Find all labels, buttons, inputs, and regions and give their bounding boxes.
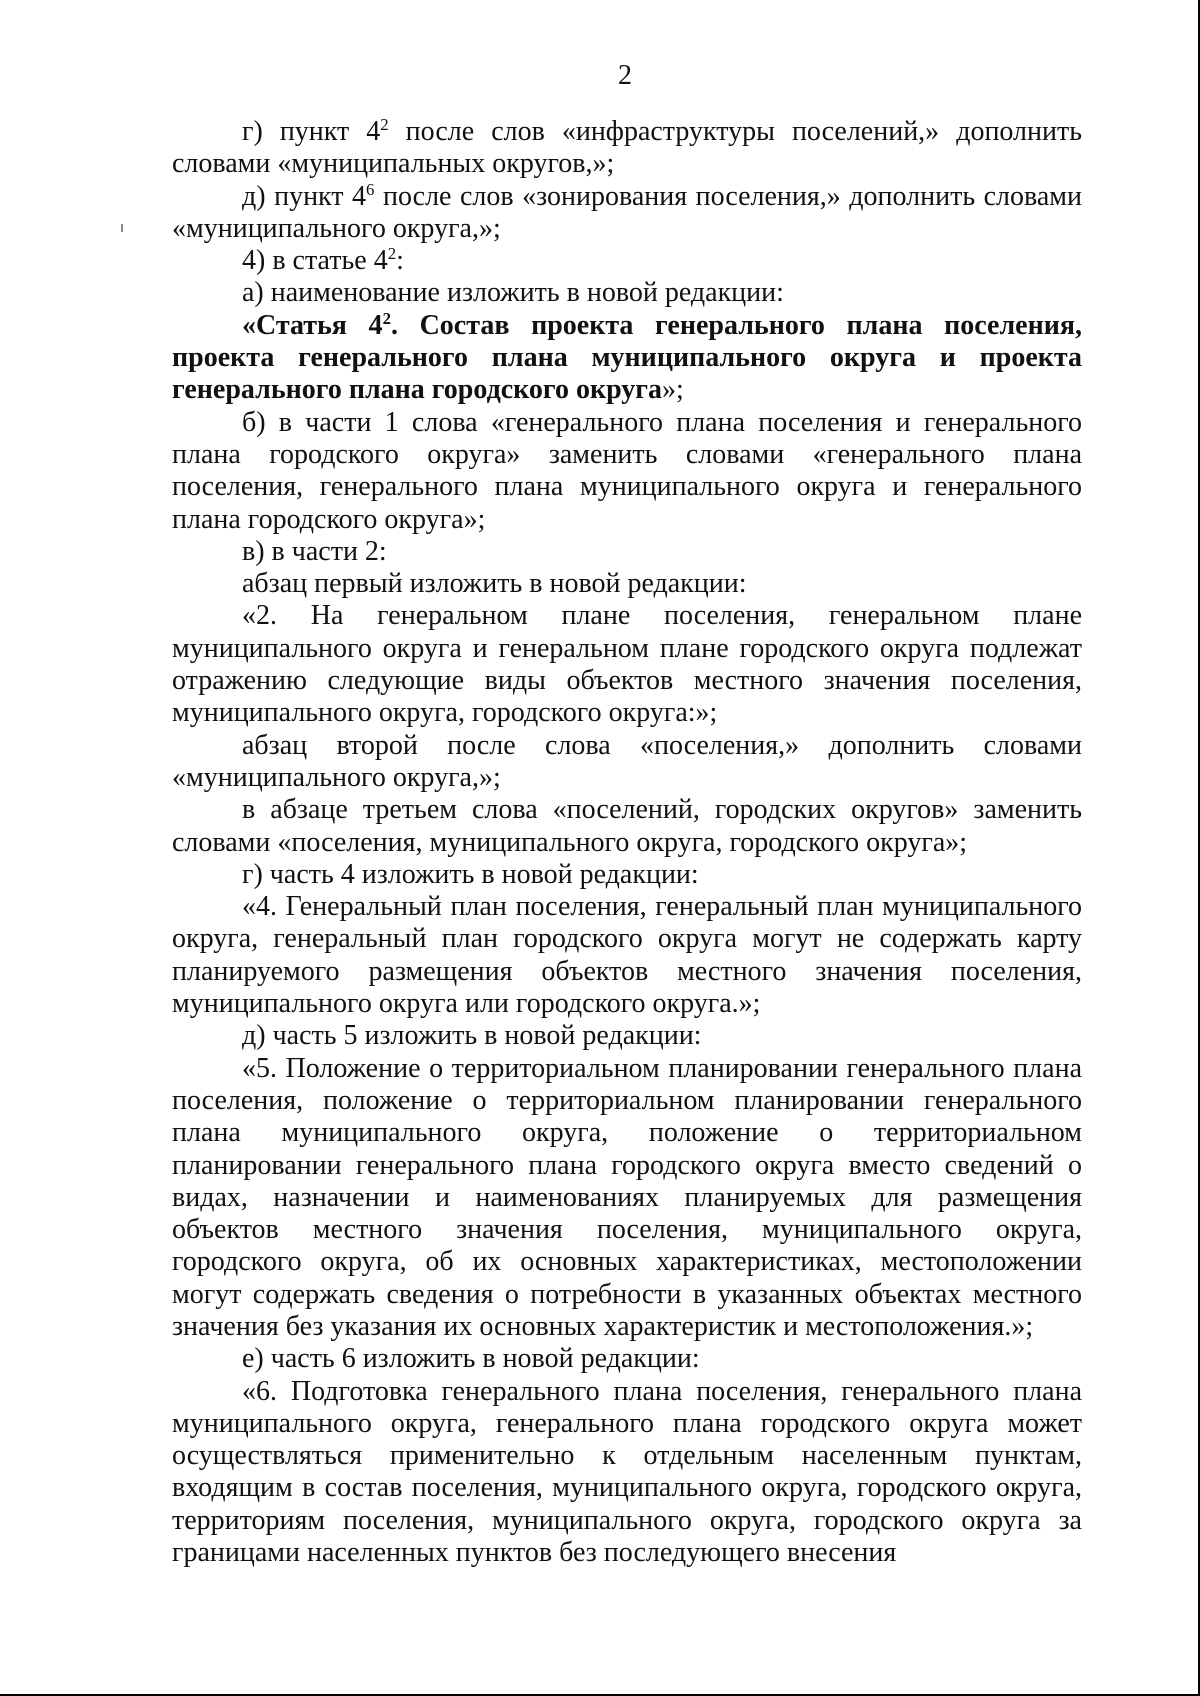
page-number: 2 <box>618 60 632 91</box>
paragraph: б) в части 1 слова «генерального плана поселения и генерального плана городского округа» заменить словами «генерального плана поселения, генерального плана муниципального округа и генерального плана городского округа»; <box>172 406 1082 535</box>
paragraph: «5. Положение о территориальном планировании генерального плана поселения, положение о территориальном планировании генерального плана муниципального округа, положение о территориальном планировании генерального плана городского округа вместо сведений о видах, назначении и наименованиях планируемых для размещения объектов местного значения поселения, муниципального округа, городского округа, об их основных характеристиках, местоположении могут содержать сведения о потребности в указанных объектах местного значения без указания их основных характеристик и местоположения.»; <box>172 1052 1082 1342</box>
paragraph: е) часть 6 изложить в новой редакции: <box>242 1343 700 1375</box>
paragraph: «6. Подготовка генерального плана поселения, генерального плана муниципального округа, генерального плана городского округа может осуществляться применительно к отдельным населенным пунктам, входящим в состав поселения, муниципального округа, городского округа, территориям поселения, муниципального округа, городского округа за границами населенных пунктов без последующего внесения <box>172 1375 1082 1569</box>
paragraph: в абзаце третьем слова «поселений, городских округов» заменить словами «поселения, муниципального округа, городского округа»; <box>172 794 1082 858</box>
paragraph: д) часть 5 изложить в новой редакции: <box>242 1020 702 1052</box>
paragraph: абзац первый изложить в новой редакции: <box>242 568 747 600</box>
article-heading: «Статья $4^2$. Состав проекта генерального плана поселения, проекта генерального плана муниципального округа и проекта генерального плана городского округа»; <box>172 308 1082 406</box>
paragraph: «2. На генеральном плане поселения, генеральном плане муниципального округа и генеральном плане городского округа подлежат отражению следующие виды объектов местного значения поселения, муниципального округа, городского округа:»; <box>172 600 1082 729</box>
paragraph: 4) в статье $4^2$: <box>242 244 404 277</box>
paragraph: д) пункт $4^6$ после слов «зонирования поселения,» дополнить словами «муниципального округа,»; <box>172 179 1082 244</box>
document-body <box>172 116 1082 1569</box>
paragraph: абзац второй после слова «поселения,» дополнить словами «муниципального округа,»; <box>172 729 1082 793</box>
scan-mark <box>121 224 123 232</box>
paragraph: в) в части 2: <box>242 535 387 567</box>
paragraph: а) наименование изложить в новой редакции: <box>242 277 784 309</box>
paragraph: г) пункт $4^2$ после слов «инфраструктуры поселений,» дополнить словами «муниципальных округов,»; <box>172 114 1083 180</box>
paragraph: г) часть 4 изложить в новой редакции: <box>242 858 699 890</box>
paragraph: «4. Генеральный план поселения, генеральный план муниципального округа, генеральный план городского округа могут не содержать карту планируемого размещения объектов местного значения поселения, муниципального округа или городского округа.»; <box>172 891 1082 1020</box>
